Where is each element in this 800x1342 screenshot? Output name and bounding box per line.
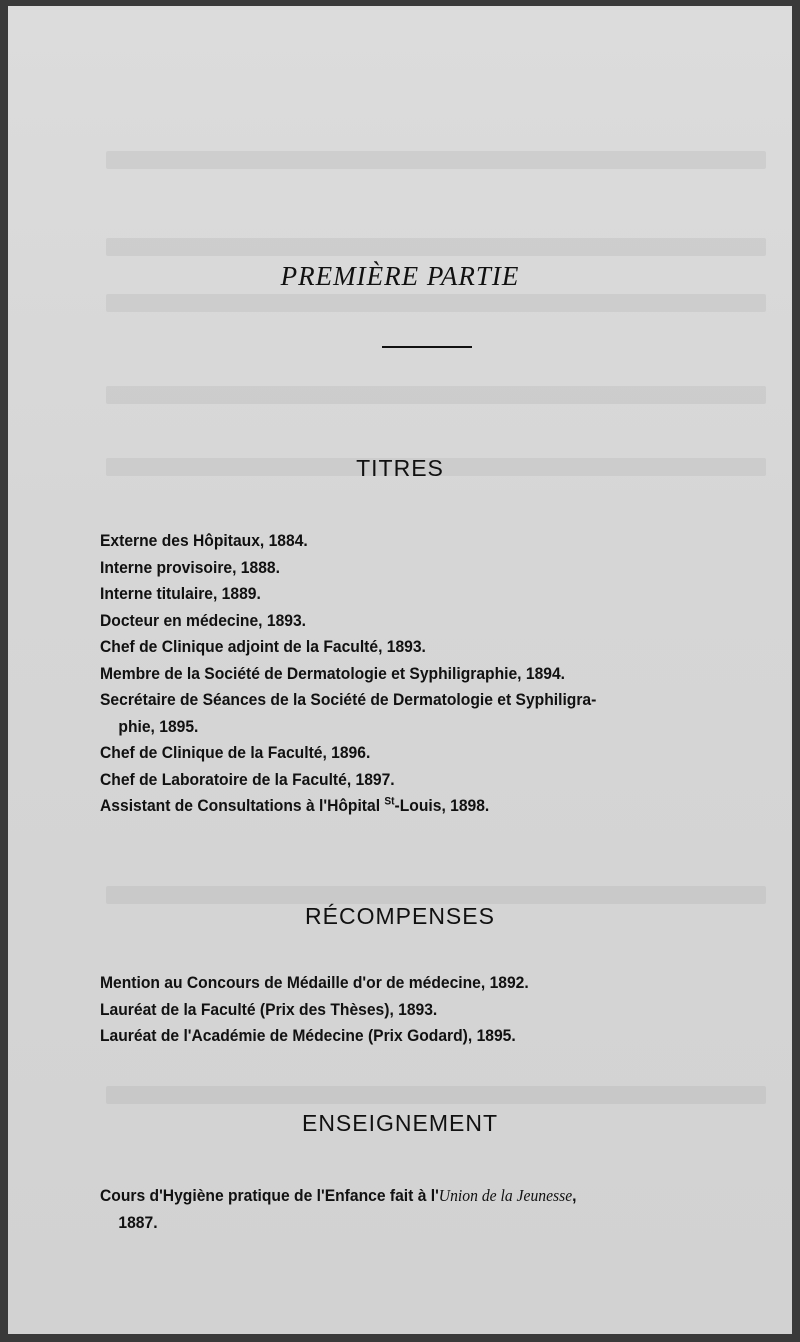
list-item: Chef de Clinique de la Faculté, 1896. xyxy=(100,743,371,762)
list-item: Membre de la Société de Dermatologie et Syphiligraphie, 1894. xyxy=(100,663,566,683)
enseignement-list xyxy=(100,1183,707,1236)
section-heading-titres: TITRES xyxy=(356,455,444,481)
list-item-text: Assistant de Consultations à l'Hôpital xyxy=(100,796,385,815)
list-item: Interne titulaire, 1889. xyxy=(100,584,261,603)
section-heading-enseignement: ENSEIGNEMENT xyxy=(301,1110,499,1136)
list-item xyxy=(100,793,707,820)
bleed-through-text xyxy=(106,294,766,312)
list-item xyxy=(100,687,707,740)
list-item: Chef de Laboratoire de la Faculté, 1897. xyxy=(100,769,395,789)
saint-abbreviation: St xyxy=(384,795,395,808)
list-item: Interne provisoire, 1888. xyxy=(100,557,280,577)
bleed-through-text xyxy=(106,238,766,256)
list-item: Mention au Concours de Médaille d'or de médecine, 1892. xyxy=(100,973,529,992)
bleed-through-text xyxy=(106,151,766,169)
titres-list xyxy=(100,528,707,820)
italic-title: Union de la Jeunesse xyxy=(438,1186,573,1205)
list-item: Lauréat de l'Académie de Médecine (Prix Godard), 1895. xyxy=(100,1026,516,1045)
list-item: Docteur en médecine, 1893. xyxy=(100,610,307,630)
list-item xyxy=(100,1183,707,1236)
bleed-through-text xyxy=(106,1086,766,1104)
list-item-text: Secrétaire de Séances de la Société de Dermatologie et Syphiligra- xyxy=(100,690,597,709)
list-item: Chef de Clinique adjoint de la Faculté, 1893. xyxy=(100,637,426,656)
document-page xyxy=(8,6,792,1334)
list-item: Lauréat de la Faculté (Prix des Thèses), 1893. xyxy=(100,999,438,1019)
list-item-continuation: phie, 1895. xyxy=(118,716,199,736)
list-item-continuation: 1887. xyxy=(118,1212,158,1232)
list-item-text: Cours d'Hygiène pratique de l'Enfance fait à l' xyxy=(100,1186,439,1205)
part-title: PREMIÈRE PARTIE xyxy=(280,261,520,291)
bleed-through-text xyxy=(106,386,766,404)
bleed-through-text xyxy=(106,886,766,904)
title-rule xyxy=(382,346,472,348)
section-heading-recompenses: RÉCOMPENSES xyxy=(305,903,495,929)
list-item-text: -Louis, 1898. xyxy=(394,796,490,815)
recompenses-list xyxy=(100,970,707,1050)
list-item-text: , xyxy=(572,1186,577,1205)
list-item: Externe des Hôpitaux, 1884. xyxy=(100,531,308,550)
